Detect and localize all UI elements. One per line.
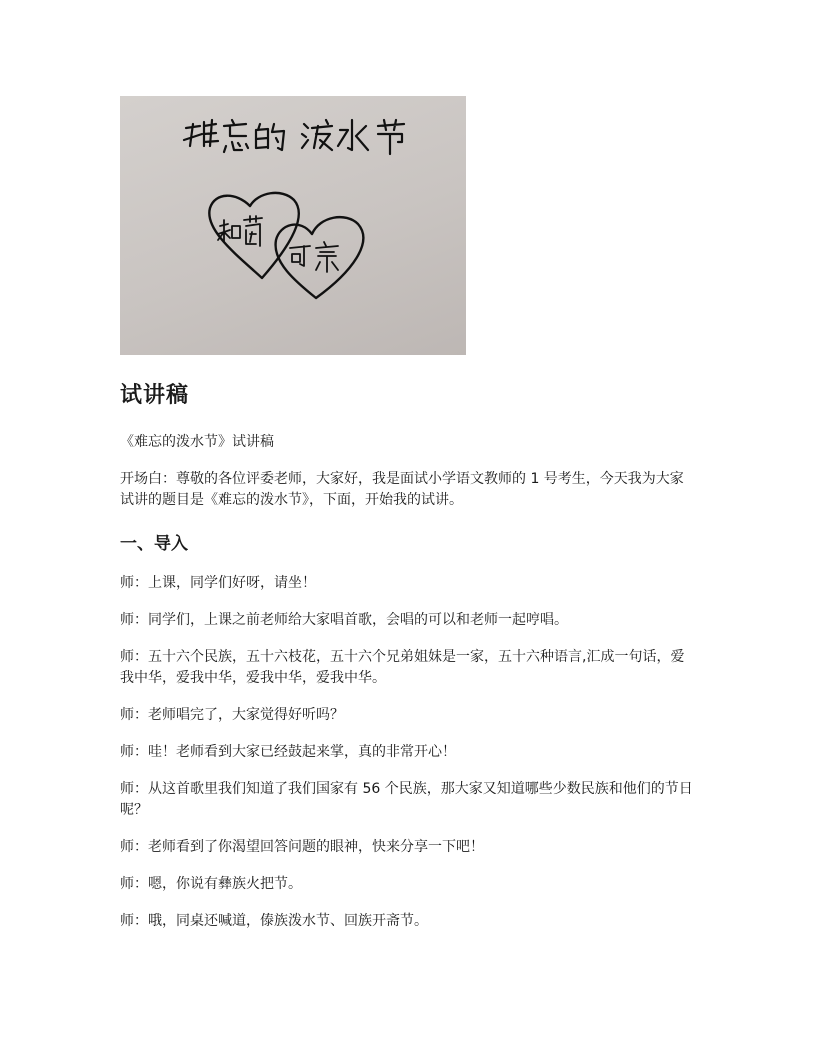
section-heading-intro: 一、导入 bbox=[120, 534, 188, 554]
right-heart-strokes bbox=[290, 242, 338, 272]
left-heart-strokes bbox=[218, 216, 262, 246]
dialogue-line: 师：老师看到了你渴望回答问题的眼神，快来分享一下吧！ bbox=[120, 839, 484, 855]
dialogue-line: 师：五十六个民族，五十六枝花，五十六个兄弟姐妹是一家，五十六种语言,汇成一句话，爱我中华，爱我中华，爱我中华，爱我中华。 bbox=[120, 649, 685, 686]
document-title: 试讲稿 bbox=[120, 383, 190, 408]
opening-paragraph: 开场白：尊敬的各位评委老师，大家好，我是面试小学语文教师的 1 号考生，今天我为大家试讲的题目是《难忘的泼水节》，下面，开始我的试讲。 bbox=[120, 471, 684, 508]
dialogue-line: 师：同学们，上课之前老师给大家唱首歌，会唱的可以和老师一起哼唱。 bbox=[120, 612, 568, 628]
lesson-title: 《难忘的泼水节》试讲稿 bbox=[120, 434, 274, 450]
dialogue-line: 师：哦，同桌还喊道，傣族泼水节、回族开斋节。 bbox=[120, 913, 428, 929]
dialogue-line: 师：上课，同学们好呀，请坐！ bbox=[120, 575, 316, 591]
handwriting-drawing bbox=[120, 96, 466, 355]
dialogue-line: 师：哇！老师看到大家已经鼓起来掌，真的非常开心！ bbox=[120, 744, 456, 760]
dialogue-line: 师：老师唱完了，大家觉得好听吗？ bbox=[120, 707, 344, 723]
heart-right bbox=[276, 217, 364, 298]
dialogue-line: 师：从这首歌里我们知道了我们国家有 56 个民族，那大家又知道哪些少数民族和他们的节日呢？ bbox=[120, 781, 693, 818]
handwritten-image bbox=[120, 96, 466, 355]
dialogue-line: 师：嗯，你说有彝族火把节。 bbox=[120, 876, 302, 892]
document-page bbox=[120, 96, 696, 932]
title-strokes bbox=[184, 120, 404, 154]
heart-left bbox=[209, 193, 299, 278]
